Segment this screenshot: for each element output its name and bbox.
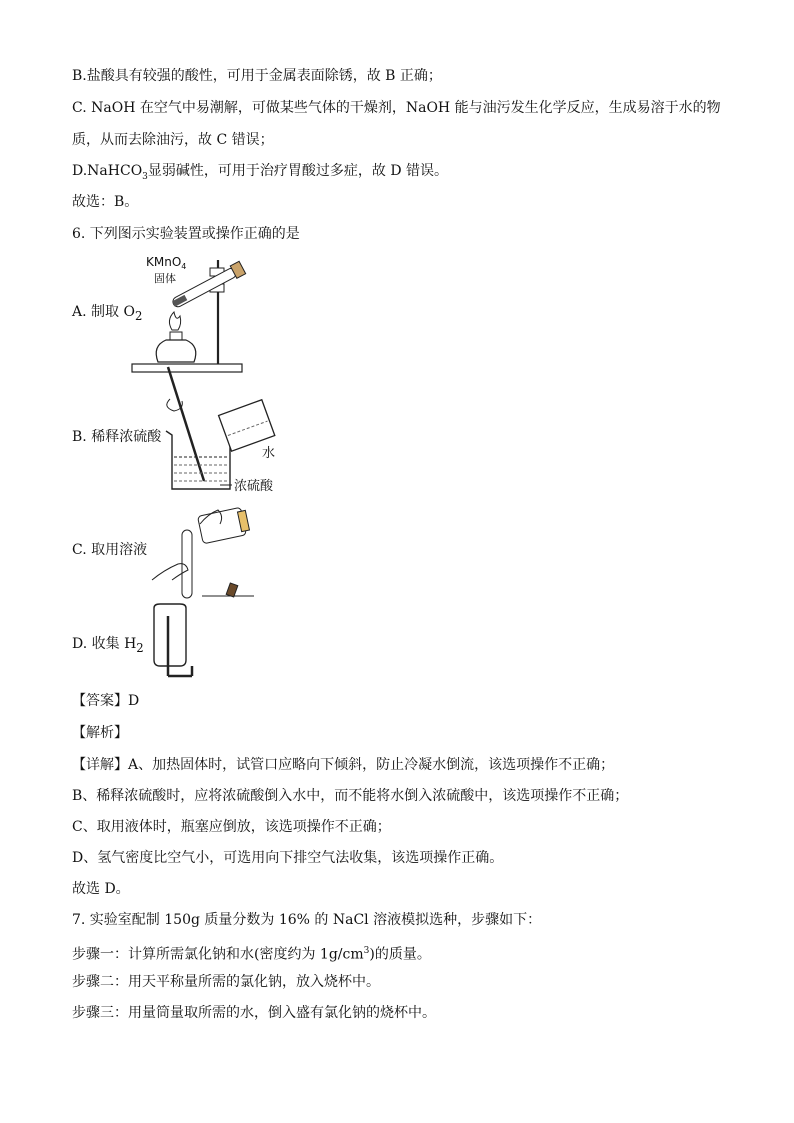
q7-step1-pre: 步骤一：计算所需氯化钠和水(密度约为 1g/cm xyxy=(72,946,364,963)
glass-rod xyxy=(168,367,204,481)
water-cup xyxy=(219,400,275,451)
option-a-pre: A. 制取 O xyxy=(72,304,135,320)
water-label: 水 xyxy=(262,446,276,461)
option-a-sub: 2 xyxy=(134,308,143,323)
stopper xyxy=(226,583,238,597)
q7-step1-post: )的质量。 xyxy=(369,946,431,963)
gas-bottle xyxy=(154,604,186,666)
option-d-label xyxy=(72,634,144,658)
q7-stem: 7. 实验室配制 150g 质量分数为 16% 的 NaCl 溶液模拟选种，步骤如下： xyxy=(72,912,542,928)
explanation-c-line1: C. NaOH 在空气中易潮解，可做某些气体的干燥剂，NaOH 能与油污发生化学反应，生成易溶于水的物 xyxy=(72,100,721,116)
q7-step3: 步骤三：用量筒量取所需的水，倒入盛有氯化钠的烧杯中。 xyxy=(72,1005,436,1021)
figure-a-reagent: KMnO$_4$ xyxy=(146,255,187,271)
explanation-b: B.盐酸具有较强的酸性，可用于金属表面除锈，故 B 正确； xyxy=(72,68,442,84)
q7-step1 xyxy=(72,941,431,965)
explanation-conclusion: 故选：B。 xyxy=(72,194,139,210)
explanation-d-post: 显弱碱性，可用于治疗胃酸过多症，故 D 错误。 xyxy=(147,163,449,179)
explanation-c-line2: 质，从而去除油污，故 C 错误； xyxy=(72,132,274,148)
q6-detail-b: B、稀释浓硫酸时，应将浓硫酸倒入水中，而不能将水倒入浓硫酸中，该选项操作不正确； xyxy=(72,788,629,804)
figure-a-apparatus xyxy=(130,250,260,375)
option-d-pre: D. 收集 H xyxy=(72,636,137,652)
burner-wick xyxy=(170,332,182,340)
reagent-bottle xyxy=(198,506,251,543)
q6-answer: 【答案】D xyxy=(72,693,140,709)
figure-a-reagent-state: 固体 xyxy=(154,272,176,285)
flame xyxy=(169,312,180,330)
explanation-d-sub: 3 xyxy=(142,171,148,182)
option-c-label: C. 取用溶液 xyxy=(72,542,148,558)
figure-b-apparatus xyxy=(160,365,290,500)
q6-analysis-heading: 【解析】 xyxy=(72,725,128,741)
q7-step1-sup: 3 xyxy=(363,946,370,956)
acid-label: 浓硫酸 xyxy=(234,479,274,494)
q7-step2: 步骤二：用天平称量所需的氯化钠，放入烧杯中。 xyxy=(72,974,380,990)
alcohol-burner xyxy=(156,340,196,362)
explanation-d-pre: D.NaHCO xyxy=(72,163,143,179)
explanation-d xyxy=(72,161,448,187)
q6-detail-c: C、取用液体时，瓶塞应倒放，该选项操作不正确； xyxy=(72,819,391,835)
q6-conclusion: 故选 D。 xyxy=(72,881,130,897)
q6-stem: 6. 下列图示实验装置或操作正确的是 xyxy=(72,226,300,242)
q6-detail-a: 【详解】A、加热固体时，试管口应略向下倾斜，防止冷凝水倒流，该选项操作不正确； xyxy=(72,757,615,773)
option-d-sub: 2 xyxy=(136,640,144,655)
figure-d-apparatus xyxy=(150,602,210,680)
q6-detail-d: D、氢气密度比空气小，可选用向下排空气法收集，该选项操作正确。 xyxy=(72,850,504,866)
option-b-label: B. 稀释浓硫酸 xyxy=(72,429,162,445)
figure-c-apparatus xyxy=(150,500,270,605)
